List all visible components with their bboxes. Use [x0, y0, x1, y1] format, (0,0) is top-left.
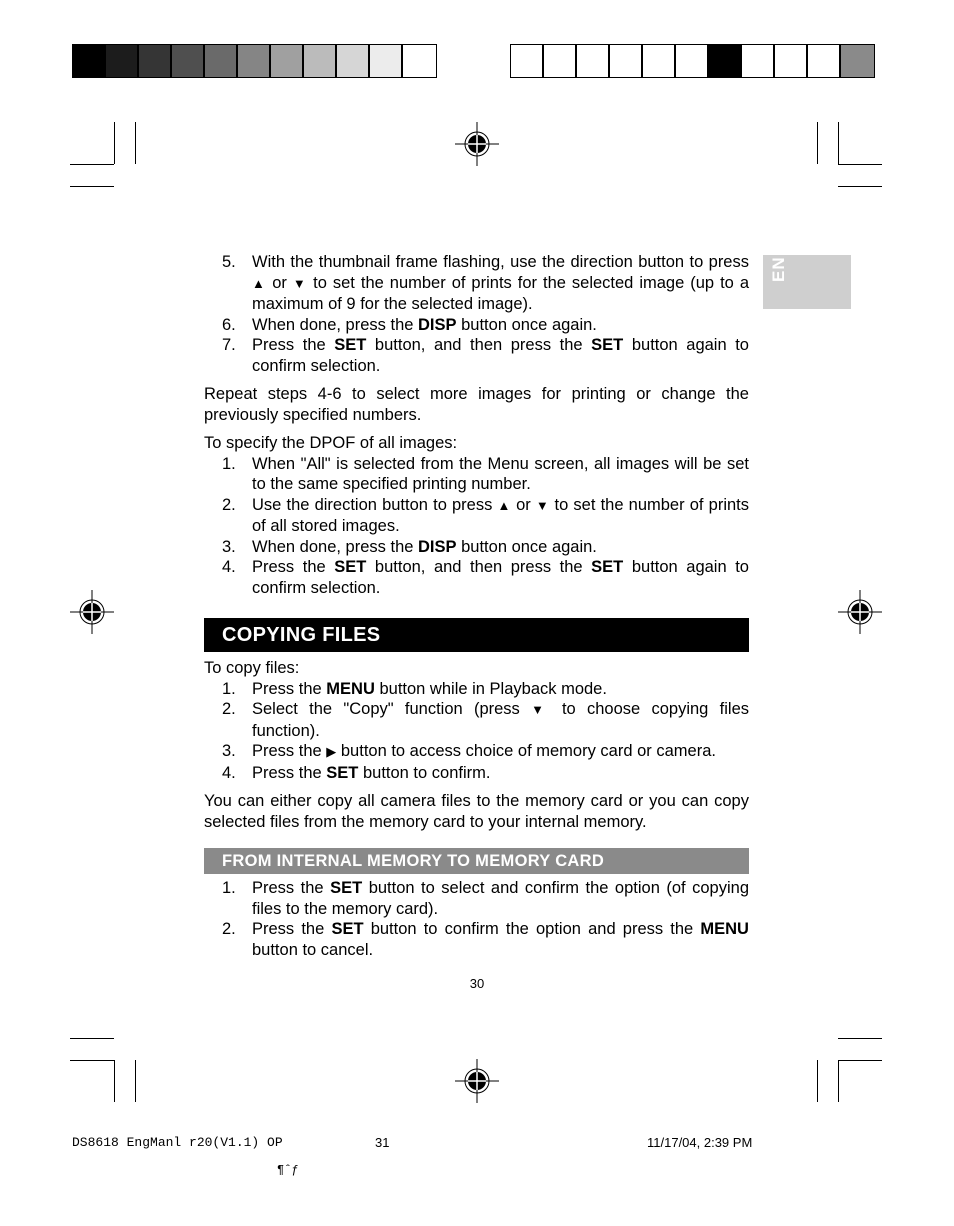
calibration-swatch [205, 45, 238, 77]
copying-files-heading: COPYING FILES [204, 618, 749, 652]
internal-memory-steps [204, 878, 749, 960]
crop-mark [838, 164, 882, 165]
step-text: button once again. [456, 315, 597, 334]
calibration-swatch [808, 45, 841, 77]
calibration-swatch [238, 45, 271, 77]
footer-file-name: DS8618 EngManl r20(V1.1) OP [72, 1135, 283, 1150]
button-name: MENU [700, 920, 749, 938]
step-item [204, 699, 749, 741]
step-text: button to cancel. [252, 940, 374, 959]
step-text: button again to confirm selection. [252, 558, 749, 597]
calibration-swatch [73, 45, 106, 77]
dpof-all-steps [204, 454, 749, 599]
crop-mark [838, 122, 839, 164]
button-name: DISP [418, 537, 457, 556]
registration-mark-icon [838, 590, 882, 634]
step-text: button, and then press the [366, 558, 592, 576]
registration-mark-icon [70, 590, 114, 634]
step-item [204, 252, 749, 315]
dpof-selected-steps [204, 252, 749, 376]
footer-sheet-number: 31 [375, 1135, 390, 1150]
manual-page-content [204, 252, 749, 960]
page-number: 30 [469, 976, 485, 991]
step-number: 2. [222, 495, 236, 514]
grayscale-calibration-bar [72, 44, 437, 78]
calibration-swatch [577, 45, 610, 77]
registration-mark-icon [455, 1059, 499, 1103]
copy-steps [204, 679, 749, 784]
button-name: DISP [418, 315, 457, 334]
crop-mark [817, 122, 818, 164]
arrow-down-icon: ▼ [535, 497, 550, 513]
step-text: Press the [252, 742, 327, 760]
arrow-up-icon: ▲ [497, 497, 511, 513]
step-item [204, 919, 749, 960]
calibration-swatch [511, 45, 544, 77]
copy-intro: To copy files: [204, 659, 300, 677]
calibration-swatch [742, 45, 775, 77]
step-text: button while in Playback mode. [374, 679, 607, 698]
calibration-swatch [775, 45, 808, 77]
step-item [204, 679, 749, 700]
step-item [204, 335, 749, 376]
color-calibration-bar [510, 44, 875, 78]
calibration-swatch [337, 45, 370, 77]
step-text: button to confirm. [358, 763, 491, 782]
step-number: 5. [222, 253, 236, 271]
arrow-down-icon: ▼ [531, 702, 551, 717]
step-item [204, 454, 749, 495]
crop-mark [70, 1038, 114, 1039]
step-text: button once again. [456, 537, 597, 556]
calibration-swatch [370, 45, 403, 77]
step-text: When "All" is selected from the Menu screen, all images will be set to the same specified printing number. [252, 454, 749, 493]
crop-mark [838, 1060, 882, 1061]
step-item [204, 878, 749, 919]
button-name: SET [334, 558, 367, 576]
step-text: Press the [252, 920, 332, 938]
step-text: button to select and confirm the option (of copying files to the memory card). [252, 879, 749, 918]
step-text: Press the [252, 879, 331, 897]
step-text: button to confirm the option and press the [363, 920, 701, 938]
step-number: 1. [222, 679, 236, 698]
step-number: 6. [222, 315, 236, 334]
button-name: SET [334, 336, 367, 354]
calibration-swatch [403, 45, 436, 77]
footer-mark: ¶ˆƒ [277, 1163, 299, 1177]
button-name: MENU [326, 679, 375, 698]
step-text: Press the [252, 336, 335, 354]
arrow-down-icon: ▼ [292, 275, 308, 291]
calibration-swatch [643, 45, 676, 77]
calibration-swatch [841, 45, 874, 77]
step-text: Select the "Copy" function (press [252, 700, 532, 718]
step-item [204, 315, 749, 336]
registration-mark-icon [455, 122, 499, 166]
internal-memory-heading: FROM INTERNAL MEMORY TO MEMORY CARD [204, 848, 749, 874]
button-name: SET [330, 879, 363, 897]
arrow-up-icon: ▲ [252, 275, 267, 291]
language-tab [763, 255, 851, 309]
crop-mark [838, 186, 882, 187]
crop-mark [70, 164, 114, 165]
step-number: 1. [222, 879, 236, 897]
step-item [204, 557, 749, 598]
button-name: SET [591, 558, 624, 576]
calibration-swatch [610, 45, 643, 77]
step-number: 2. [222, 920, 236, 938]
step-text: to set the number of prints of all stored images. [252, 495, 749, 535]
step-number: 7. [222, 336, 236, 354]
crop-mark [114, 1060, 115, 1102]
copy-note: You can either copy all camera files to the memory card or you can copy selected files from the memory card to your internal memory. [204, 792, 749, 831]
step-text: Press the [252, 763, 327, 782]
calibration-swatch [106, 45, 139, 77]
footer-datetime: 11/17/04, 2:39 PM [647, 1135, 753, 1150]
step-text: to choose copying files function). [252, 700, 749, 740]
calibration-swatch [271, 45, 304, 77]
crop-mark [70, 1060, 114, 1061]
calibration-swatch [544, 45, 577, 77]
step-text: When done, press the [252, 537, 419, 556]
step-number: 1. [222, 454, 236, 473]
step-text: or [510, 495, 536, 514]
crop-mark [70, 186, 114, 187]
crop-mark [135, 122, 136, 164]
step-text: button to access choice of memory card or camera. [336, 742, 716, 760]
step-text: button again to confirm selection. [252, 336, 749, 375]
calibration-swatch [172, 45, 205, 77]
step-text: Press the [252, 558, 335, 576]
button-name: SET [591, 336, 624, 354]
step-text: Use the direction button to press [252, 495, 498, 514]
step-item [204, 495, 749, 537]
step-text: When done, press the [252, 315, 419, 334]
step-text: button, and then press the [366, 336, 592, 354]
crop-mark [838, 1038, 882, 1039]
dpof-all-intro: To specify the DPOF of all images: [204, 434, 458, 452]
calibration-swatch [304, 45, 337, 77]
step-item [204, 537, 749, 558]
step-number: 4. [222, 763, 236, 782]
language-tab-label: EN [769, 256, 788, 282]
step-number: 4. [222, 558, 236, 576]
step-text: With the thumbnail frame flashing, use the direction button to press [252, 253, 749, 271]
calibration-swatch [709, 45, 742, 77]
step-text: to set the number of prints for the selected image (up to a maximum of 9 for the selected image). [252, 273, 749, 313]
crop-mark [817, 1060, 818, 1102]
repeat-note: Repeat steps 4-6 to select more images for printing or change the previously specified numbers. [204, 385, 749, 424]
step-number: 3. [222, 537, 236, 556]
step-item [204, 763, 749, 784]
calibration-swatch [139, 45, 172, 77]
crop-mark [114, 122, 115, 164]
crop-mark [838, 1060, 839, 1102]
step-text: Press the [252, 679, 327, 698]
step-item [204, 741, 749, 763]
button-name: SET [326, 763, 359, 782]
step-number: 3. [222, 742, 236, 760]
calibration-swatch [676, 45, 709, 77]
step-number: 2. [222, 700, 236, 718]
arrow-right-icon: ▶ [326, 744, 337, 759]
step-text: or [266, 273, 293, 292]
button-name: SET [331, 920, 364, 938]
crop-mark [135, 1060, 136, 1102]
